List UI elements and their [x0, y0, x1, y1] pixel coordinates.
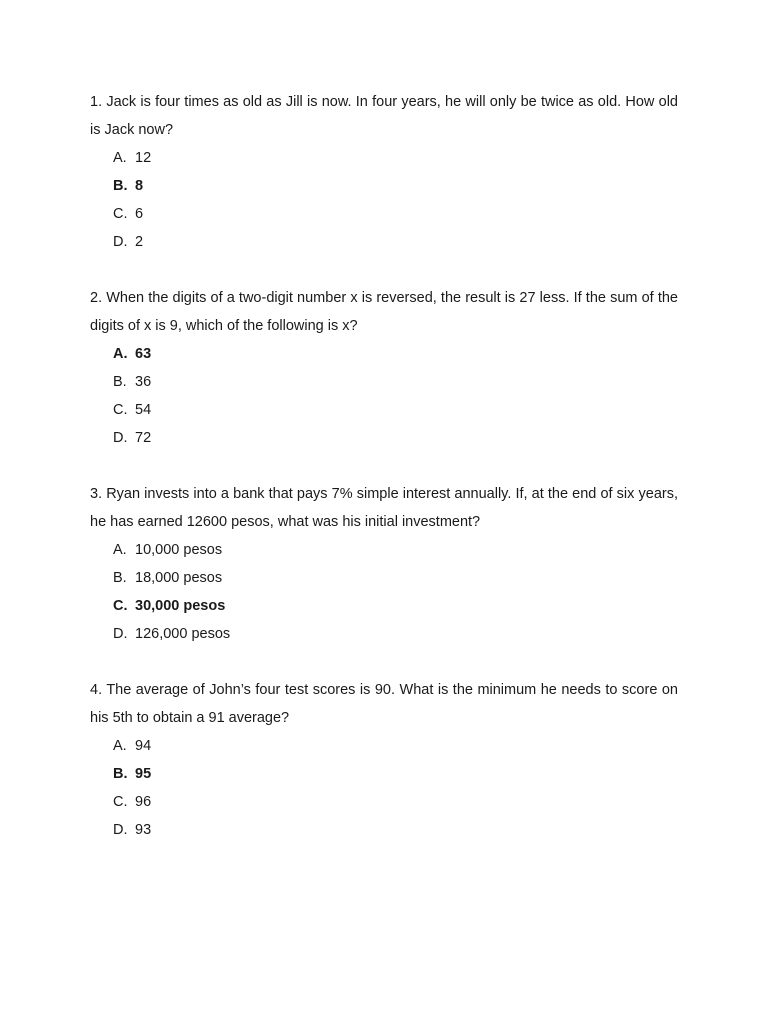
choice-c: [113, 396, 678, 424]
choice-text: 10,000 pesos: [135, 542, 223, 558]
choice-text: 63: [135, 346, 152, 362]
choice-letter: A.: [113, 738, 127, 754]
choice-text: 12: [135, 150, 152, 166]
question-2: [90, 284, 678, 452]
choice-c: [113, 200, 678, 228]
choice-d: [113, 620, 678, 648]
question-text: 2. When the digits of a two-digit number x is reversed, the result is 27 less. If the sum of the digits of x is 9, which of the following is x?: [90, 290, 678, 334]
choice-text: 2: [135, 234, 144, 250]
choice-letter: C.: [113, 598, 128, 614]
choice-text: 30,000 pesos: [135, 598, 226, 614]
choice-letter: D.: [113, 234, 128, 250]
choice-a: [113, 536, 678, 564]
choice-text: 72: [135, 430, 152, 446]
choice-d: [113, 816, 678, 844]
choice-list: [90, 340, 678, 452]
choice-letter: B.: [113, 178, 128, 194]
choice-d: [113, 424, 678, 452]
question-text: 4. The average of John’s four test scores is 90. What is the minimum he needs to score on his 5th to obtain a 91 average?: [90, 682, 678, 726]
choice-letter: D.: [113, 822, 128, 838]
choice-a: [113, 732, 678, 760]
choice-text: 54: [135, 402, 152, 418]
choice-list: [90, 732, 678, 844]
choice-text: 93: [135, 822, 152, 838]
choice-b-correct: [113, 760, 678, 788]
choice-list: [90, 536, 678, 648]
choice-text: 8: [135, 178, 144, 194]
question-text: 3. Ryan invests into a bank that pays 7% simple interest annually. If, at the end of six years, he has earned 12600 pesos, what was his initial investment?: [90, 486, 678, 530]
choice-text: 94: [135, 738, 152, 754]
choice-letter: C.: [113, 794, 128, 810]
choice-a-correct: [113, 340, 678, 368]
choice-text: 18,000 pesos: [135, 570, 223, 586]
choice-b: [113, 564, 678, 592]
question-text: 1. Jack is four times as old as Jill is now. In four years, he will only be twice as old. How old is Jack now?: [90, 94, 678, 138]
choice-letter: A.: [113, 542, 127, 558]
choice-c-correct: [113, 592, 678, 620]
choice-letter: B.: [113, 374, 127, 390]
choice-text: 96: [135, 794, 152, 810]
choice-letter: A.: [113, 346, 128, 362]
quiz-document: [90, 88, 678, 872]
question-4: [90, 676, 678, 844]
choice-list: [90, 144, 678, 256]
choice-letter: D.: [113, 626, 128, 642]
question-1: [90, 88, 678, 256]
choice-b: [113, 368, 678, 396]
choice-a: [113, 144, 678, 172]
choice-text: 95: [135, 766, 152, 782]
choice-c: [113, 788, 678, 816]
choice-letter: D.: [113, 430, 128, 446]
question-3: [90, 480, 678, 648]
choice-text: 126,000 pesos: [135, 626, 231, 642]
choice-b-correct: [113, 172, 678, 200]
choice-letter: C.: [113, 206, 128, 222]
choice-d: [113, 228, 678, 256]
choice-text: 36: [135, 374, 152, 390]
choice-letter: C.: [113, 402, 128, 418]
choice-text: 6: [135, 206, 144, 222]
choice-letter: B.: [113, 766, 128, 782]
choice-letter: B.: [113, 570, 127, 586]
choice-letter: A.: [113, 150, 127, 166]
